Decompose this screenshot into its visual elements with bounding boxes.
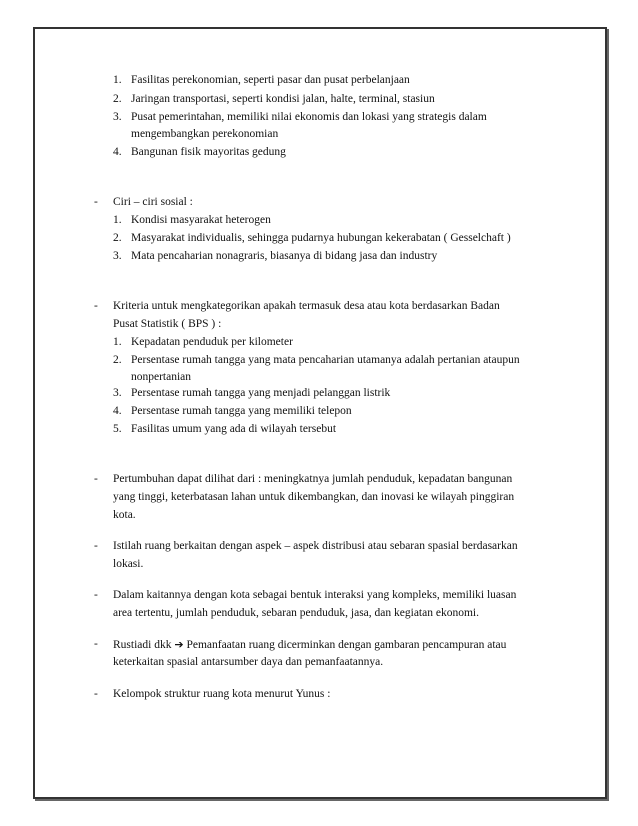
list-item: Kepadatan penduduk per kilometer — [131, 336, 293, 348]
bullet-dash: - — [94, 589, 98, 601]
list-item: Fasilitas perekonomian, seperti pasar dan pusat perbelanjaan — [131, 74, 410, 86]
list-item: Pusat pemerintahan, memiliki nilai ekonomis dan lokasi yang strategis dalam — [131, 111, 487, 123]
list-item: Fasilitas umum yang ada di wilayah tersebut — [131, 423, 337, 435]
list-number: 2. — [113, 232, 122, 244]
citation-author: Rustiadi dkk — [113, 639, 172, 651]
bullet-dash: - — [94, 688, 98, 700]
list-number: 4. — [113, 146, 122, 158]
bullet-dash: - — [94, 540, 98, 552]
list-item-continued: nonpertanian — [131, 371, 192, 383]
list-number: 1. — [113, 74, 122, 86]
list-item: Mata pencaharian nonagraris, biasanya di bidang jasa dan industry — [131, 250, 438, 262]
paragraph-line: Kelompok struktur ruang kota menurut Yunus : — [113, 688, 331, 700]
paragraph-line: Istilah ruang berkaitan dengan aspek – aspek distribusi atau sebaran spasial berdasarkan — [113, 540, 518, 552]
list-number: 3. — [113, 387, 122, 399]
list-number: 4. — [113, 405, 122, 417]
section-heading: Ciri – ciri sosial : — [113, 196, 193, 208]
list-item: Jaringan transportasi, seperti kondisi jalan, halte, terminal, stasiun — [131, 93, 435, 105]
list-item: Masyarakat individualis, sehingga pudarnya hubungan kekerabatan ( Gesselchaft ) — [131, 232, 511, 244]
list-number: 1. — [113, 214, 122, 226]
section-heading: Kriteria untuk mengkategorikan apakah termasuk desa atau kota berdasarkan Badan — [113, 300, 500, 312]
list-number: 2. — [113, 93, 122, 105]
citation-text: Pemanfaatan ruang dicerminkan dengan gambaran pencampuran atau — [183, 639, 507, 651]
list-item: Bangunan fisik mayoritas gedung — [131, 146, 286, 158]
bullet-dash: - — [94, 473, 98, 485]
paragraph-line: keterkaitan spasial antarsumber daya dan pemanfaatannya. — [113, 656, 384, 668]
bullet-dash: - — [94, 638, 98, 650]
paragraph-line: area tertentu, jumlah penduduk, sebaran penduduk, jasa, dan kegiatan ekonomi. — [113, 607, 479, 619]
bullet-dash: - — [94, 196, 98, 208]
paragraph-line — [113, 636, 506, 654]
paragraph-line: Dalam kaitannya dengan kota sebagai bentuk interaksi yang kompleks, memiliki luasan — [113, 589, 517, 601]
list-item: Persentase rumah tangga yang menjadi pelanggan listrik — [131, 387, 391, 399]
list-item: Persentase rumah tangga yang memiliki telepon — [131, 405, 352, 417]
paragraph-line: kota. — [113, 509, 136, 521]
bullet-dash: - — [94, 300, 98, 312]
list-item: Kondisi masyarakat heterogen — [131, 214, 271, 226]
list-number: 3. — [113, 250, 122, 262]
right-arrow-icon: ➔ — [174, 638, 184, 651]
list-number: 5. — [113, 423, 122, 435]
list-number: 3. — [113, 111, 122, 123]
list-number: 1. — [113, 336, 122, 348]
paragraph-line: Pertumbuhan dapat dilihat dari : meningkatnya jumlah penduduk, kepadatan bangunan — [113, 473, 513, 485]
list-number: 2. — [113, 354, 122, 366]
list-item-continued: mengembangkan perekonomian — [131, 128, 279, 140]
list-item: Persentase rumah tangga yang mata pencaharian utamanya adalah pertanian ataupun — [131, 354, 520, 366]
paragraph-line: lokasi. — [113, 558, 144, 570]
paragraph-line: yang tinggi, keterbatasan lahan untuk dikembangkan, dan inovasi ke wilayah pinggiran — [113, 491, 515, 503]
section-heading-continued: Pusat Statistik ( BPS ) : — [113, 318, 222, 330]
